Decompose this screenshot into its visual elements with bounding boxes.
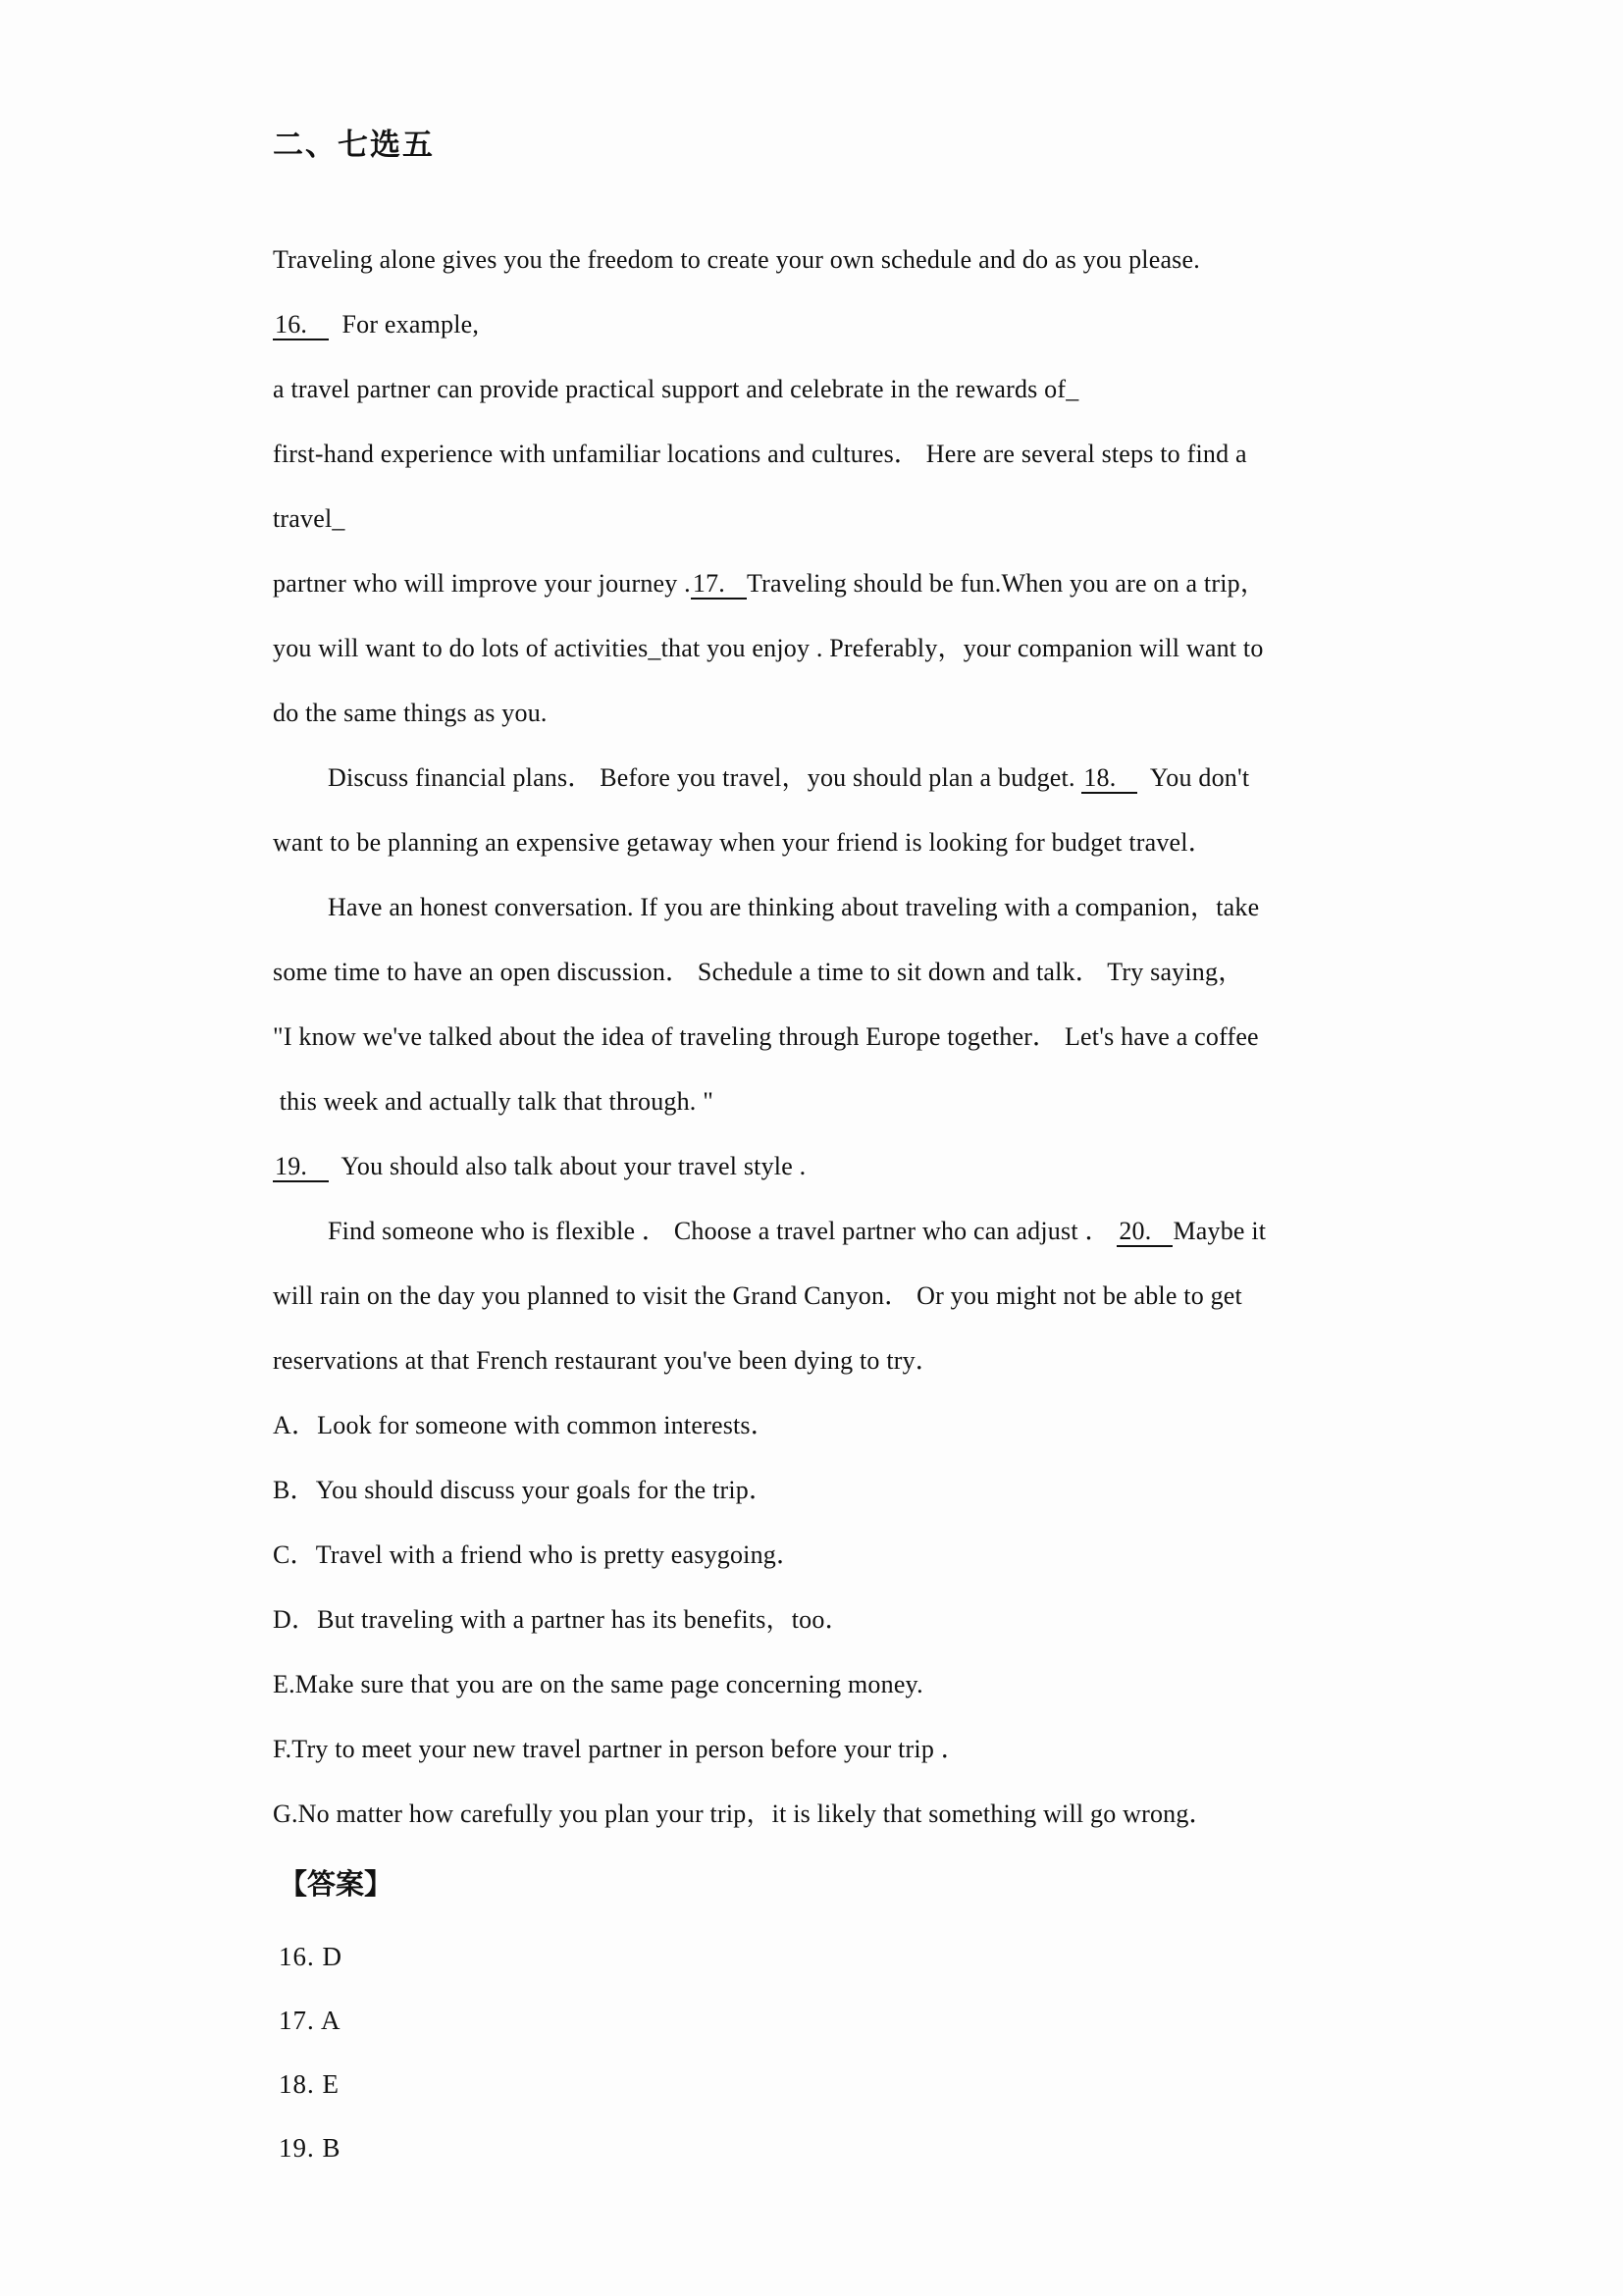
answer-line: 18. E	[279, 2069, 340, 2099]
passage-line	[273, 228, 1588, 292]
numbered-blank: 16.	[273, 310, 329, 340]
passage-line	[273, 1264, 1588, 1329]
option-line: E.Make sure that you are on the same page concerning money.	[273, 1670, 923, 1698]
passage-text: partner who will improve your journey .	[273, 569, 691, 598]
passage-line	[273, 1329, 1588, 1393]
passage-line	[273, 551, 1588, 616]
passage-text: You don't	[1137, 763, 1250, 792]
passage-text: this week and actually talk that through. "	[273, 1087, 714, 1116]
passage-line	[273, 875, 1588, 940]
option-line: A．Look for someone with common interests．	[273, 1411, 776, 1439]
passage-line	[273, 1199, 1588, 1264]
passage-text: you will want to do lots of activities_that you enjoy . Preferably，your companion will want to	[273, 634, 1264, 662]
numbered-blank: 18.	[1081, 763, 1137, 794]
passage-text: Traveling should be fun.When you are on a trip，	[746, 569, 1267, 598]
passage-text: You should also talk about your travel style .	[329, 1152, 807, 1180]
passage-line	[273, 940, 1588, 1005]
passage-text: travel_	[273, 504, 345, 533]
answer-heading: 【答案】	[279, 1869, 393, 1901]
passage-text: do the same things as you.	[273, 699, 548, 727]
passage-text: Traveling alone gives you the freedom to create your own schedule and do as you please.	[273, 245, 1200, 274]
answer-line: 19. B	[279, 2133, 341, 2163]
numbered-blank: 17.	[691, 569, 747, 600]
option-line: F.Try to meet your new travel partner in person before your trip ．	[273, 1735, 967, 1763]
passage	[273, 228, 1588, 1393]
passage-text: Discuss financial plans． Before you travel，you should plan a budget.	[328, 763, 1082, 792]
passage-line	[273, 681, 1588, 746]
passage-text: first-hand experience with unfamiliar locations and cultures． Here are several steps to find a	[273, 440, 1247, 468]
passage-line	[273, 357, 1588, 422]
passage-text: Have an honest conversation. If you are thinking about traveling with a companion，take	[328, 893, 1260, 921]
passage-text: For example,	[329, 310, 480, 339]
answer-line: 16. D	[279, 1942, 342, 1971]
passage-line	[273, 810, 1588, 875]
passage-line	[273, 616, 1588, 681]
answer-line: 17. A	[279, 2006, 341, 2035]
passage-line	[273, 292, 1588, 357]
passage-text: want to be planning an expensive getaway when your friend is looking for budget travel．	[273, 828, 1214, 857]
option-line: G.No matter how carefully you plan your trip，it is likely that something will go wrong．	[273, 1800, 1215, 1828]
passage-text: reservations at that French restaurant you've been dying to try．	[273, 1346, 942, 1375]
passage-line	[273, 1070, 1588, 1134]
numbered-blank: 19.	[273, 1152, 329, 1182]
passage-text: "I know we've talked about the idea of traveling through Europe together． Let's have a coffee	[273, 1022, 1259, 1051]
section-heading: 二、七选五	[273, 128, 435, 162]
passage-text: Find someone who is flexible ． Choose a travel partner who can adjust ．	[328, 1217, 1118, 1245]
passage-line	[273, 746, 1588, 810]
option-line: C．Travel with a friend who is pretty easygoing．	[273, 1540, 803, 1569]
option-line: D．But traveling with a partner has its benefits，too．	[273, 1605, 851, 1634]
passage-text: will rain on the day you planned to visit the Grand Canyon． Or you might not be able to get	[273, 1281, 1242, 1310]
passage-line	[273, 1134, 1588, 1199]
option-line: B．You should discuss your goals for the trip．	[273, 1476, 775, 1504]
answer-list	[279, 1925, 342, 2180]
option-list	[273, 1393, 1588, 1847]
passage-line	[273, 487, 1588, 551]
passage-text: a travel partner can provide practical support and celebrate in the rewards of_	[273, 375, 1079, 403]
numbered-blank: 20.	[1117, 1217, 1173, 1247]
passage-line	[273, 1005, 1588, 1070]
passage-text: some time to have an open discussion． Schedule a time to sit down and talk． Try saying，	[273, 958, 1244, 986]
passage-text: Maybe it	[1173, 1217, 1267, 1245]
passage-line	[273, 422, 1588, 487]
